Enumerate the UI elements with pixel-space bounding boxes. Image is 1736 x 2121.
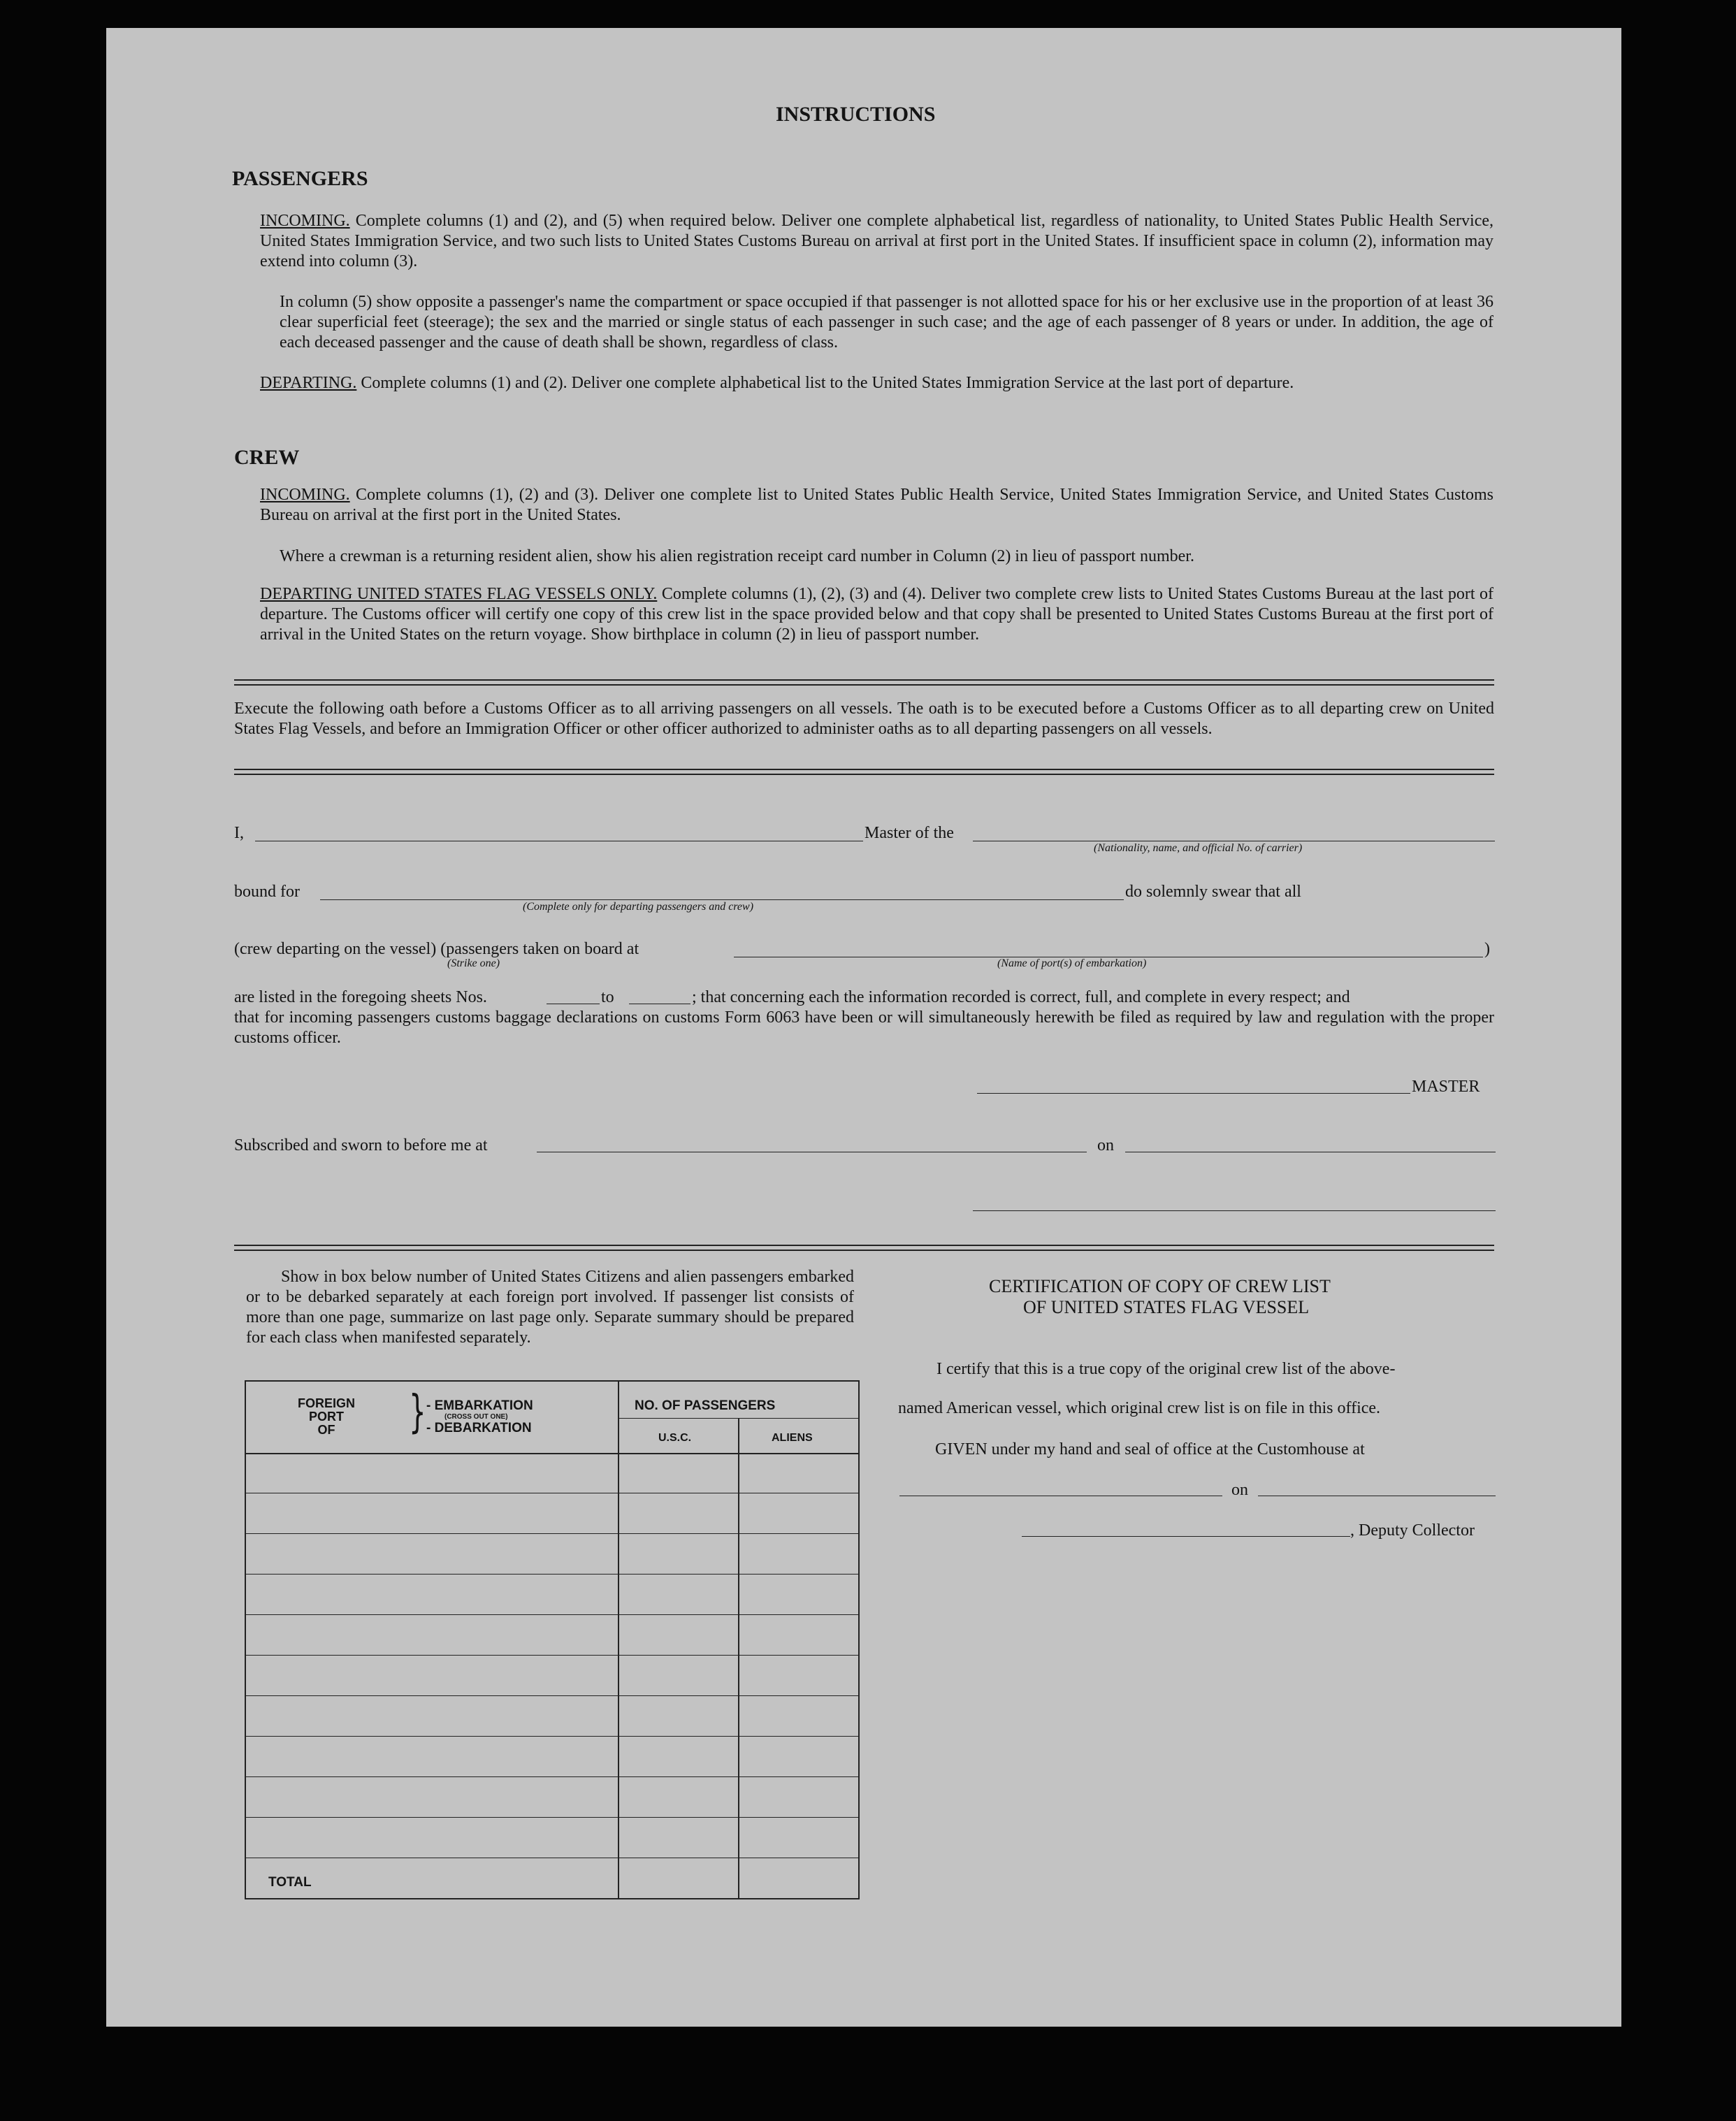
table-row[interactable] <box>246 1776 858 1818</box>
section-divider <box>234 679 1494 686</box>
crew-departing-text: Complete columns (1), (2), (3) and (4). Deliver two complete crew lists to United States Customs Bureau at the last port of departure. The Customs officer will certify one copy of this crew list in the space provided below and that copy shall be presented to United States Customs Bureau at the first port of arrival in the United States on the return voyage. Show birthplace in column (2) in lieu of passport number. <box>260 585 1493 644</box>
listed-to-label: to <box>601 988 614 1006</box>
crew-incoming-text: Complete columns (1), (2) and (3). Deliver one complete list to United States Public Health Service, United States Immigration Service, and United States Customs Bureau on arrival at the first port in the United States. <box>260 486 1494 524</box>
passengers-departing-label: DEPARTING. <box>260 374 357 392</box>
brace-icon: } <box>409 1387 426 1438</box>
usc-header: U.S.C. <box>658 1432 692 1444</box>
summary-note: Show in box below number of United States Citizens and alien passengers embarked or to be debarked separately at each foreign port involved. If passenger list consists of more than one page, summarize on last page only. Separate summary should be prepared for each class when manifested separately. <box>246 1268 854 1347</box>
no-passengers-header: NO. OF PASSENGERS <box>635 1398 776 1413</box>
passengers-column5-paragraph: In column (5) show opposite a passenger's name the compartment or space occupied if that passenger is not allotted space for his or her exclusive use in the proportion of at least 36 clear superficial feet (steerage); the sex and the married or single status of each passenger in such case; and the age of each passenger of 8 years or under. In addition, the age of each deceased passenger and the cause of death shall be shown, regardless of class. <box>280 293 1493 352</box>
crew-departing-label: DEPARTING UNITED STATES FLAG VESSELS ONLY. <box>260 585 658 603</box>
bound-for-label: bound for <box>234 883 300 901</box>
passengers-departing-paragraph <box>260 373 1493 393</box>
swear-label: do solemnly swear that all <box>1125 883 1301 901</box>
passengers-heading: PASSENGERS <box>232 167 368 190</box>
passengers-incoming-label: INCOMING. <box>260 212 350 230</box>
passengers-incoming-paragraph <box>260 211 1493 272</box>
listed-label: are listed in the foregoing sheets Nos. <box>234 988 487 1006</box>
officer-signature-line[interactable] <box>973 1210 1496 1211</box>
close-paren: ) <box>1484 940 1490 958</box>
table-row[interactable] <box>246 1655 858 1696</box>
table-row[interactable] <box>246 1453 858 1493</box>
page-title: INSTRUCTIONS <box>776 103 936 126</box>
certification-title-1: CERTIFICATION OF COPY OF CREW LIST <box>989 1276 1331 1296</box>
crew-resident-paragraph: Where a crewman is a returning resident alien, show his alien registration receipt card number in Column (2) in lieu of passport number. <box>280 547 1194 565</box>
subscribed-on-label: on <box>1097 1136 1114 1154</box>
certification-title-2: OF UNITED STATES FLAG VESSEL <box>1023 1297 1310 1317</box>
bound-for-caption: (Complete only for departing passengers and crew) <box>523 901 754 913</box>
listed-rest: that for incoming passengers customs baggage declarations on customs Form 6063 have been or will simultaneously herewith be filed as required by law and regulation with the proper customs officer. <box>234 1008 1494 1047</box>
aliens-header: ALIENS <box>772 1432 813 1444</box>
certification-line-1: I certify that this is a true copy of the original crew list of the above- <box>936 1360 1396 1378</box>
listed-text: ; that concerning each the information recorded is correct, full, and complete in every respect; and <box>692 988 1350 1006</box>
cross-out-header: (CROSS OUT ONE) <box>444 1413 508 1421</box>
certification-line-2: named American vessel, which original crew list is on file in this office. <box>898 1399 1381 1417</box>
strike-one-caption: (Strike one) <box>447 957 500 969</box>
master-label: MASTER <box>1412 1078 1480 1096</box>
table-row[interactable] <box>246 1817 858 1858</box>
master-signature-line[interactable] <box>977 1093 1410 1094</box>
deputy-collector-label: , Deputy Collector <box>1350 1521 1475 1540</box>
carrier-caption: (Nationality, name, and official No. of carrier) <box>1094 842 1303 854</box>
deputy-signature-line[interactable] <box>1022 1536 1350 1537</box>
crew-incoming-label: INCOMING. <box>260 486 350 504</box>
table-row[interactable] <box>246 1574 858 1615</box>
oath-i-label: I, <box>234 824 244 842</box>
foreign-port-header: FOREIGN PORT OF <box>297 1396 355 1437</box>
section-divider <box>234 769 1494 775</box>
subscribed-label: Subscribed and sworn to before me at <box>234 1136 488 1154</box>
bound-for-line[interactable] <box>320 899 1124 900</box>
crew-incoming-paragraph <box>260 485 1493 526</box>
table-row[interactable] <box>246 1695 858 1737</box>
port-caption: (Name of port(s) of embarkation) <box>997 957 1147 969</box>
section-divider <box>234 1245 1494 1251</box>
passengers-departing-text: Complete columns (1) and (2). Deliver one complete alphabetical list to the United States Immigration Service at the last port of departure. <box>361 374 1294 392</box>
certification-given: GIVEN under my hand and seal of office at the Customhouse at <box>935 1440 1365 1458</box>
table-row[interactable] <box>246 1533 858 1575</box>
master-of-label: Master of the <box>865 824 954 842</box>
crew-heading: CREW <box>234 446 300 469</box>
debarkation-header: - DEBARKATION <box>426 1421 532 1435</box>
total-label: TOTAL <box>268 1875 312 1890</box>
crew-departing-paragraph <box>260 584 1493 645</box>
passenger-summary-table <box>245 1380 860 1899</box>
table-row[interactable] <box>246 1736 858 1777</box>
table-row[interactable] <box>246 1614 858 1656</box>
table-row[interactable] <box>246 1493 858 1534</box>
oath-intro: Execute the following oath before a Customs Officer as to all arriving passengers on all vessels. The oath is to be executed before a Customs Officer as to all departing crew on United States Flag Vessels, and before an Immigration Officer or other officer authorized to administer oaths as to all departing passengers on all vessels. <box>234 700 1494 738</box>
embarkation-header: - EMBARKATION <box>426 1398 533 1413</box>
certification-on-label: on <box>1231 1481 1248 1499</box>
crew-departing-label: (crew departing on the vessel) (passengers taken on board at <box>234 940 639 958</box>
passengers-incoming-text: Complete columns (1) and (2), and (5) when required below. Deliver one complete alphabetical list, regardless of nationality, to United States Public Health Service, United States Immigration Service, and two such lists to United States Customs Bureau on arrival at first port in the United States. If insufficient space in column (2), information may extend into column (3). <box>260 212 1494 270</box>
